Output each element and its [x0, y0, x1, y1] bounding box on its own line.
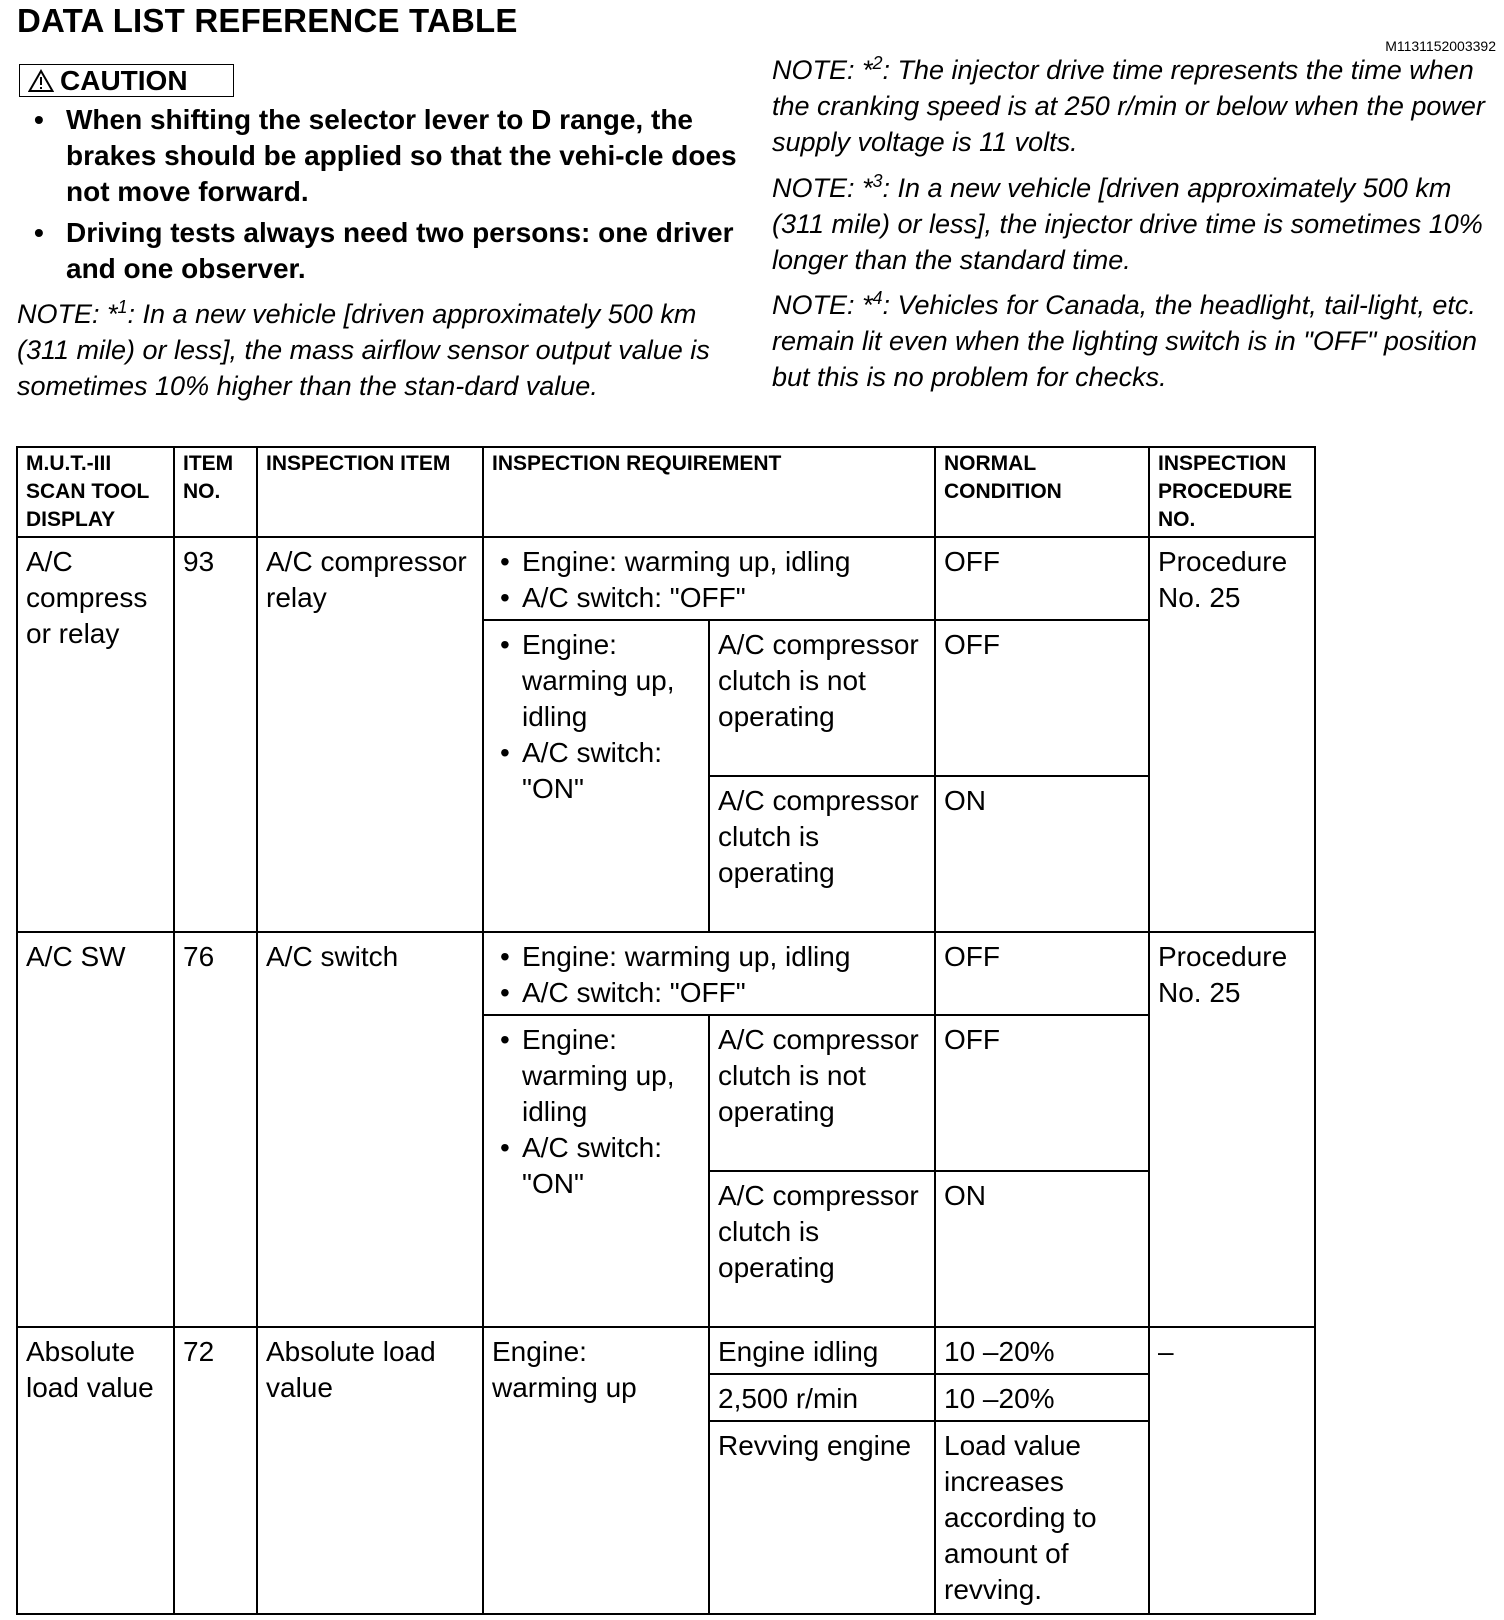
header-inspection-item: INSPECTION ITEM	[257, 447, 483, 537]
note-1: NOTE: *$^1$: In a new vehicle [driven approximately 500 km (311 mile) or less], the mass airflow sensor output value is sometimes 10% higher than the stan-dard value.	[17, 297, 710, 401]
note-3: NOTE: *$^3$: In a new vehicle [driven approximately 500 km (311 mile) or less], the injector drive time is sometimes 10% longer than the standard time.	[772, 171, 1483, 275]
table-header-row	[17, 447, 1315, 537]
document-id: M1131152003392	[1385, 38, 1496, 54]
cell-normal: OFF	[935, 1015, 1149, 1171]
cell-normal: ON	[935, 776, 1149, 932]
cell-item: A/C switch	[257, 932, 483, 1327]
cell-normal: OFF	[935, 620, 1149, 776]
caution-item: • Driving tests always need two persons: one driver and one observer.	[30, 215, 750, 287]
page-title: DATA LIST REFERENCE TABLE	[17, 2, 518, 39]
data-list-table	[16, 446, 1316, 1615]
warning-icon	[28, 69, 54, 93]
cell-procedure: Procedure No. 25	[1149, 537, 1315, 932]
note-4: NOTE: *$^4$: Vehicles for Canada, the headlight, tail-light, etc. remain lit even when the lighting switch is in "OFF" position but this is no problem for checks.	[772, 288, 1477, 392]
cell-condition: A/C compressor clutch is not operating	[709, 620, 935, 776]
cell-normal: OFF	[935, 537, 1149, 620]
cell-requirement: • Engine: warming up, idling • A/C switch: "ON"	[483, 620, 709, 932]
caution-label	[19, 64, 234, 97]
cell-display: A/C compress or relay	[17, 537, 174, 932]
cell-item: Absolute load value	[257, 1327, 483, 1614]
cell-normal: OFF	[935, 932, 1149, 1015]
cell-procedure: –	[1149, 1327, 1315, 1614]
cell-requirement: Engine: warming up	[483, 1327, 709, 1614]
cell-item-no: 93	[174, 537, 257, 932]
cell-condition: Engine idling	[709, 1327, 935, 1374]
cell-condition: A/C compressor clutch is operating	[709, 776, 935, 932]
note-2: NOTE: *$^2$: The injector drive time represents the time when the cranking speed is at 250 r/min or below when the power supply voltage is 11 volts.	[772, 53, 1485, 157]
cell-condition: Revving engine	[709, 1421, 935, 1614]
cell-requirement: • Engine: warming up, idling • A/C switch: "OFF"	[483, 932, 935, 1015]
table-row	[17, 932, 1315, 1015]
cell-normal: 10 –20%	[935, 1374, 1149, 1421]
cell-normal: ON	[935, 1171, 1149, 1327]
table-row	[17, 1327, 1315, 1374]
cell-requirement: • Engine: warming up, idling • A/C switch: "OFF"	[483, 537, 935, 620]
cell-condition: A/C compressor clutch is operating	[709, 1171, 935, 1327]
header-display: M.U.T.-III SCAN TOOL DISPLAY	[17, 447, 174, 537]
header-item-no: ITEM NO.	[174, 447, 257, 537]
cell-item-no: 72	[174, 1327, 257, 1614]
caution-item: • When shifting the selector lever to D range, the brakes should be applied so that the vehi-cle does not move forward.	[30, 102, 750, 210]
cell-procedure: Procedure No. 25	[1149, 932, 1315, 1327]
header-normal-condition: NORMAL CONDITION	[935, 447, 1149, 537]
caution-text: CAUTION	[60, 65, 188, 96]
cell-normal: Load value increases according to amount of revving.	[935, 1421, 1149, 1614]
cell-item-no: 76	[174, 932, 257, 1327]
caution-list	[30, 102, 750, 292]
cell-normal: 10 –20%	[935, 1327, 1149, 1374]
cell-item: A/C compressor relay	[257, 537, 483, 932]
header-requirement: INSPECTION REQUIREMENT	[483, 447, 935, 537]
table-row	[17, 537, 1315, 620]
cell-condition: 2,500 r/min	[709, 1374, 935, 1421]
cell-display: A/C SW	[17, 932, 174, 1327]
cell-condition: A/C compressor clutch is not operating	[709, 1015, 935, 1171]
cell-requirement: • Engine: warming up, idling • A/C switch: "ON"	[483, 1015, 709, 1327]
header-procedure: INSPECTION PROCEDURE NO.	[1149, 447, 1315, 537]
cell-display: Absolute load value	[17, 1327, 174, 1614]
